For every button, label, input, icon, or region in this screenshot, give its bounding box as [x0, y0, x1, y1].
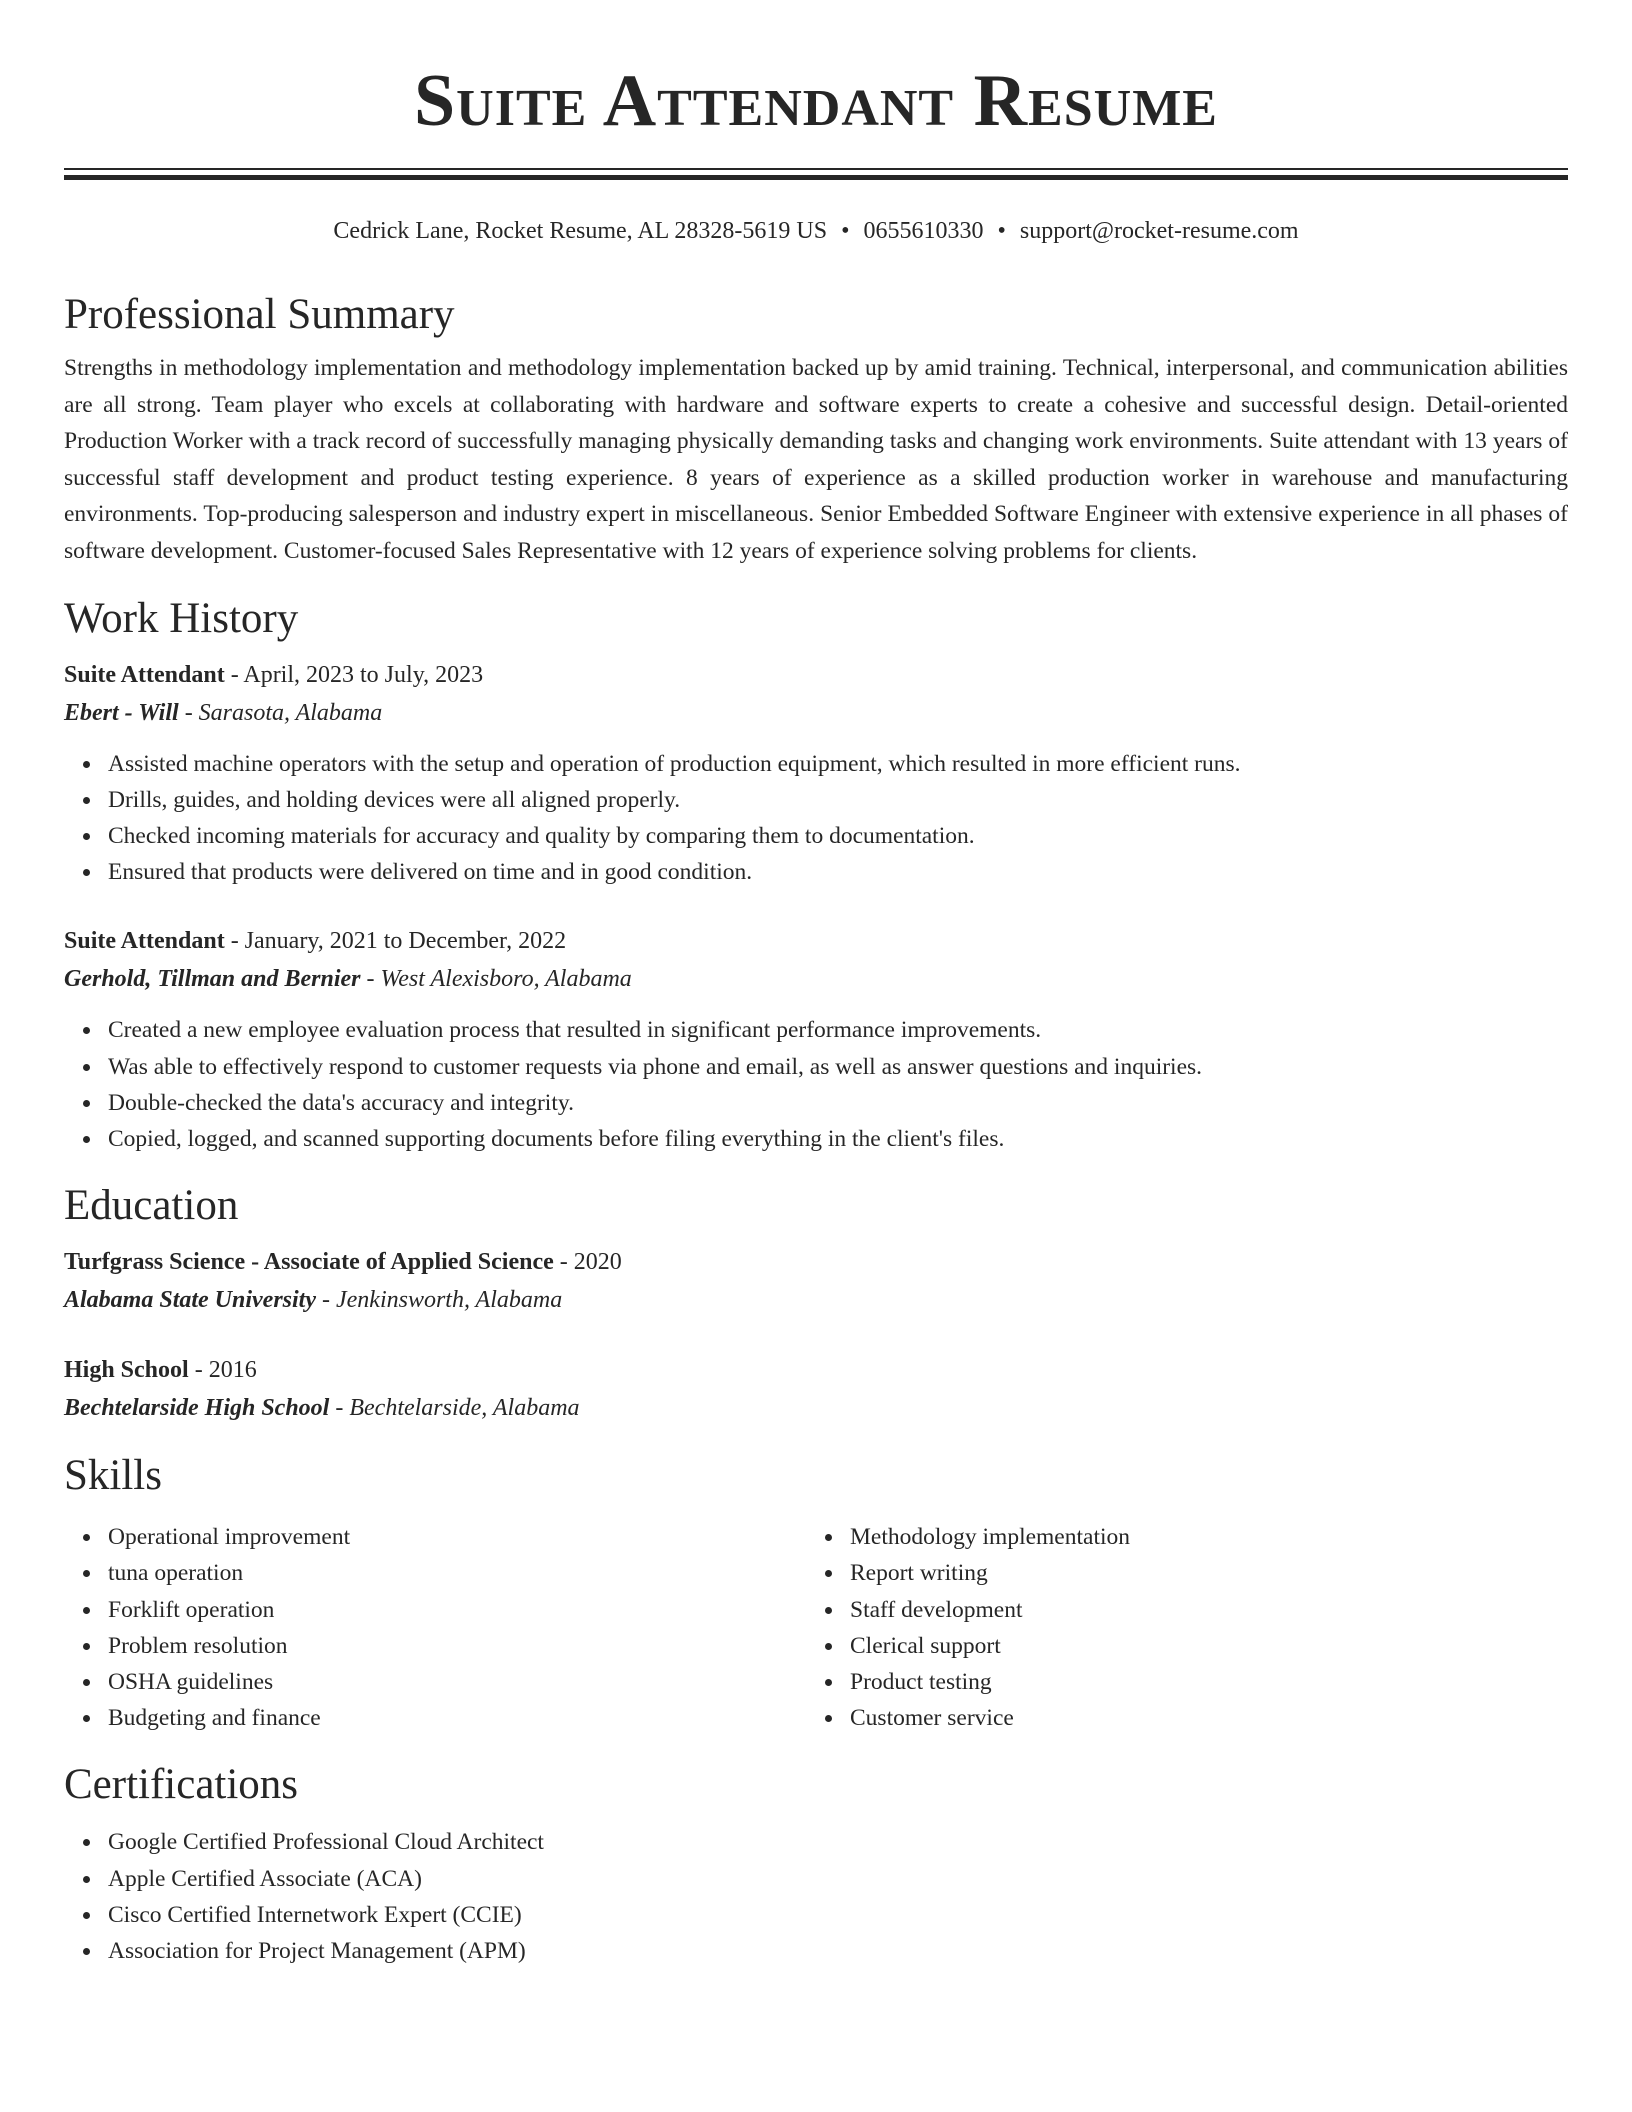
job-dates: - January, 2021 to December, 2022 — [224, 928, 567, 955]
list-item: Forklift operation — [108, 1592, 806, 1628]
work-history-section — [64, 590, 1568, 1158]
school-location: - Jenkinsworth, Alabama — [316, 1287, 563, 1314]
list-item: OSHA guidelines — [108, 1664, 806, 1700]
contact-address: Cedrick Lane, Rocket Resume, AL 28328-5619 US — [333, 218, 828, 244]
job-title: Suite Attendant — [64, 928, 225, 955]
list-item: Drills, guides, and holding devices were all aligned properly. — [108, 782, 1568, 818]
list-item: Checked incoming materials for accuracy and quality by comparing them to documentation. — [108, 818, 1568, 854]
school-line — [64, 1281, 1568, 1319]
skills-column-left — [64, 1511, 806, 1736]
skills-grid — [64, 1511, 1568, 1736]
contact-separator: • — [841, 218, 850, 244]
resume-title: Suite Attendant Resume — [414, 60, 1218, 142]
job-company-line — [64, 694, 1568, 732]
title-divider-thick — [64, 175, 1568, 180]
job-title: Suite Attendant — [64, 661, 225, 688]
contact-line — [0, 214, 1632, 248]
list-item: Google Certified Professional Cloud Architect — [108, 1824, 1568, 1860]
skills-list-right — [806, 1519, 1548, 1736]
job-entry — [64, 922, 1568, 1157]
list-item: Report writing — [850, 1555, 1548, 1591]
degree: High School — [64, 1357, 189, 1384]
school-name: Bechtelarside High School — [64, 1395, 330, 1422]
list-item: Copied, logged, and scanned supporting documents before filing everything in the client's files. — [108, 1121, 1568, 1157]
certifications-heading: Certifications — [64, 1761, 299, 1809]
education-heading: Education — [64, 1182, 239, 1230]
school-line — [64, 1389, 1568, 1427]
certifications-section — [64, 1756, 1568, 1969]
list-item: Was able to effectively respond to customer requests via phone and email, as well as answer questions and inquiries. — [108, 1049, 1568, 1085]
school-location: - Bechtelarside, Alabama — [329, 1395, 580, 1422]
degree: Turfgrass Science - Associate of Applied Science — [64, 1249, 554, 1276]
list-item: tuna operation — [108, 1555, 806, 1591]
list-item: Association for Project Management (APM) — [108, 1933, 1568, 1969]
job-company: Ebert - Will — [64, 699, 179, 726]
degree-line — [64, 1351, 1568, 1389]
list-item: Ensured that products were delivered on time and in good condition. — [108, 854, 1568, 890]
education-entry — [64, 1243, 1568, 1319]
job-bullets — [64, 746, 1568, 891]
list-item: Cisco Certified Internetwork Expert (CCIE) — [108, 1897, 1568, 1933]
contact-phone: 0655610330 — [863, 218, 984, 244]
job-company-line — [64, 960, 1568, 998]
list-item: Clerical support — [850, 1628, 1548, 1664]
job-company: Gerhold, Tillman and Bernier — [64, 966, 361, 993]
contact-separator: • — [997, 218, 1006, 244]
list-item: Operational improvement — [108, 1519, 806, 1555]
list-item: Budgeting and finance — [108, 1700, 806, 1736]
job-location: - Sarasota, Alabama — [178, 699, 383, 726]
list-item: Problem resolution — [108, 1628, 806, 1664]
degree-year: - 2016 — [188, 1357, 257, 1384]
list-item: Double-checked the data's accuracy and integrity. — [108, 1085, 1568, 1121]
list-item: Product testing — [850, 1664, 1548, 1700]
summary-section — [64, 286, 1568, 570]
job-location: - West Alexisboro, Alabama — [360, 966, 632, 993]
list-item: Assisted machine operators with the setup and operation of production equipment, which resulted in more efficient runs. — [108, 746, 1568, 782]
job-title-line — [64, 922, 1568, 960]
degree-year: - 2020 — [553, 1249, 622, 1276]
list-item: Created a new employee evaluation process that resulted in significant performance improvements. — [108, 1012, 1568, 1048]
list-item: Apple Certified Associate (ACA) — [108, 1861, 1568, 1897]
skills-column-right — [806, 1511, 1548, 1736]
job-entry — [64, 656, 1568, 891]
list-item: Methodology implementation — [850, 1519, 1548, 1555]
resume-content — [64, 286, 1568, 1969]
list-item: Customer service — [850, 1700, 1548, 1736]
job-bullets — [64, 1012, 1568, 1157]
job-dates: - April, 2023 to July, 2023 — [224, 661, 484, 688]
work-history-heading: Work History — [64, 594, 299, 642]
summary-text: Strengths in methodology implementation and methodology implementation backed up by amid training. Technical, interpersonal, and communication abilities are all strong. Team player who excels at collaborating with hardware and software experts to create a cohesive and successful design. Detail-oriented Production Worker with a track record of successfully managing physically demanding tasks and changing work environments. Suite attendant with 13 years of successful staff development and product testing experience. 8 years of experience as a skilled production worker in warehouse and manufacturing environments. Top-producing salesperson and industry expert in miscellaneous. Senior Embedded Software Engineer with extensive experience in all phases of software development. Customer-focused Sales Representative with 12 years of experience solving problems for clients. — [64, 355, 1568, 564]
education-section — [64, 1177, 1568, 1427]
contact-email: support@rocket-resume.com — [1019, 218, 1299, 244]
school-name: Alabama State University — [64, 1287, 316, 1314]
job-title-line — [64, 656, 1568, 694]
skills-section — [64, 1447, 1568, 1736]
certifications-list — [64, 1824, 1568, 1969]
degree-line — [64, 1243, 1568, 1281]
title-divider-thin — [64, 168, 1568, 170]
skills-heading: Skills — [64, 1452, 162, 1500]
summary-heading: Professional Summary — [64, 291, 455, 338]
list-item: Staff development — [850, 1592, 1548, 1628]
education-entry — [64, 1351, 1568, 1427]
skills-list-left — [64, 1519, 806, 1736]
